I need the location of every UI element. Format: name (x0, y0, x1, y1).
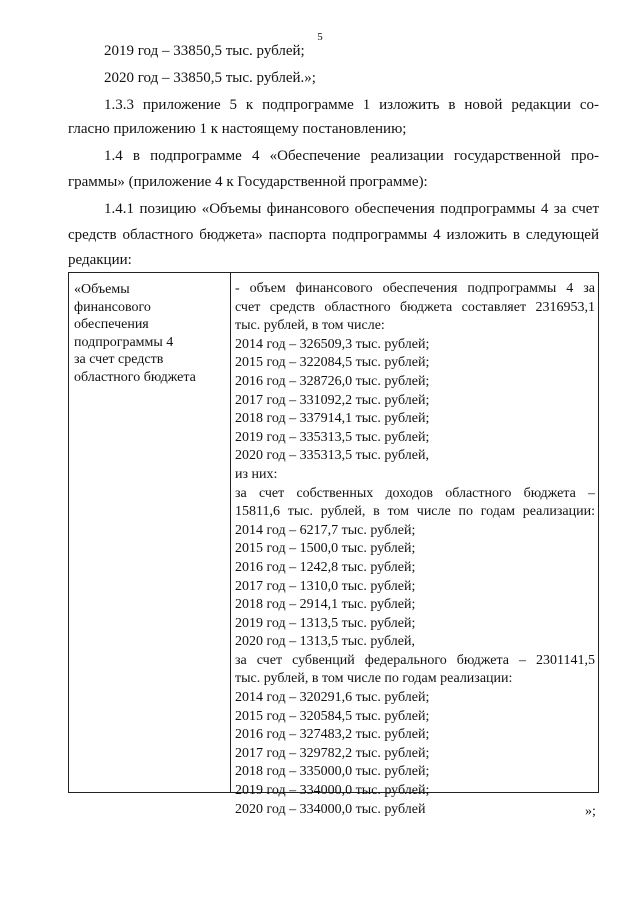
paragraph-1-4-line-2: граммы» (приложение 4 к Государственной программе): (68, 174, 428, 190)
right-cell-line: 2020 год – 334000,0 тыс. рублей (235, 801, 426, 817)
paragraph-1-4-line-1: 1.4 в подпрограмме 4 «Обеспечение реализации государственной про- (104, 148, 599, 164)
right-cell-line: 2017 год – 1310,0 тыс. рублей; (235, 578, 416, 594)
paragraph-1-3-3-line-2: гласно приложению 1 к настоящему постановлению; (68, 121, 407, 137)
left-cell-line: за счет средств (74, 352, 164, 367)
right-cell-line: 2018 год – 2914,1 тыс. рублей; (235, 597, 416, 613)
right-cell-line: 2016 год – 327483,2 тыс. рублей; (235, 727, 430, 743)
left-cell-line: финансового (74, 299, 151, 315)
text-line-2020: 2020 год – 33850,5 тыс. рублей.»; (104, 70, 316, 86)
right-cell-line: 2014 год – 320291,6 тыс. рублей; (235, 690, 430, 706)
funding-table (68, 272, 599, 817)
right-cell-line: тыс. рублей, в том числе: (235, 318, 385, 334)
text-line-2019: 2019 год – 33850,5 тыс. рублей; (104, 43, 305, 59)
closing-quote: »; (585, 804, 596, 819)
right-cell-line: 2017 год – 331092,2 тыс. рублей; (235, 392, 430, 408)
table-right-cell (235, 280, 595, 819)
right-cell-line: - объем финансового обеспечения подпрограммы 4 за (235, 281, 595, 296)
right-cell-line: тыс. рублей, в том числе по годам реализации: (235, 671, 513, 687)
left-cell-line: областного бюджета (74, 369, 196, 385)
table-left-cell (74, 281, 226, 386)
right-cell-line: 2019 год – 334000,0 тыс. рублей; (235, 783, 430, 799)
right-cell-line: 2019 год – 1313,5 тыс. рублей; (235, 615, 416, 631)
right-cell-line: 2018 год – 337914,1 тыс. рублей; (235, 411, 430, 427)
right-cell-line: 2019 год – 335313,5 тыс. рублей; (235, 429, 430, 445)
paragraph-1-4-1-line-1: 1.4.1 позицию «Объемы финансового обеспечения подпрограммы 4 за счет (104, 201, 599, 217)
right-cell-line: 2014 год – 326509,3 тыс. рублей; (235, 336, 430, 352)
right-cell-line: 2014 год – 6217,7 тыс. рублей; (235, 522, 416, 538)
page-number: 5 (317, 31, 323, 43)
right-cell-line: 2015 год – 1500,0 тыс. рублей; (235, 541, 416, 557)
left-cell-line: подпрограммы 4 (74, 334, 174, 350)
right-cell-line: за счет собственных доходов областного бюджета – (235, 485, 595, 501)
right-cell-line: 2020 год – 1313,5 тыс. рублей, (235, 634, 415, 650)
right-cell-line: за счет субвенций федерального бюджета – 2301141,5 (235, 652, 595, 668)
paragraph-1-3-3-line-1: 1.3.3 приложение 5 к подпрограмме 1 изложить в новой редакции со- (104, 97, 599, 113)
right-cell-line: из них: (235, 466, 278, 482)
paragraph-1-4-1-line-3: редакции: (68, 252, 132, 268)
right-cell-line: 2015 год – 322084,5 тыс. рублей; (235, 355, 430, 371)
right-cell-line: 2020 год – 335313,5 тыс. рублей, (235, 448, 429, 464)
right-cell-line: 2015 год – 320584,5 тыс. рублей; (235, 708, 430, 724)
left-cell-line: обеспечения (74, 317, 149, 332)
right-cell-line: 2016 год – 1242,8 тыс. рублей; (235, 559, 416, 575)
right-cell-line: 2016 год – 328726,0 тыс. рублей; (235, 373, 430, 389)
right-cell-line: счет средств областного бюджета составляет 2316953,1 (235, 299, 595, 315)
right-cell-line: 2017 год – 329782,2 тыс. рублей; (235, 745, 430, 761)
table-column-divider (230, 273, 231, 792)
right-cell-line: 15811,6 тыс. рублей, в том числе по годам реализации: (235, 504, 595, 520)
paragraph-1-4-1-line-2: средств областного бюджета» паспорта подпрограммы 4 изложить в следующей (68, 227, 599, 243)
left-cell-line: «Объемы (74, 282, 130, 297)
right-cell-line: 2018 год – 335000,0 тыс. рублей; (235, 764, 430, 780)
